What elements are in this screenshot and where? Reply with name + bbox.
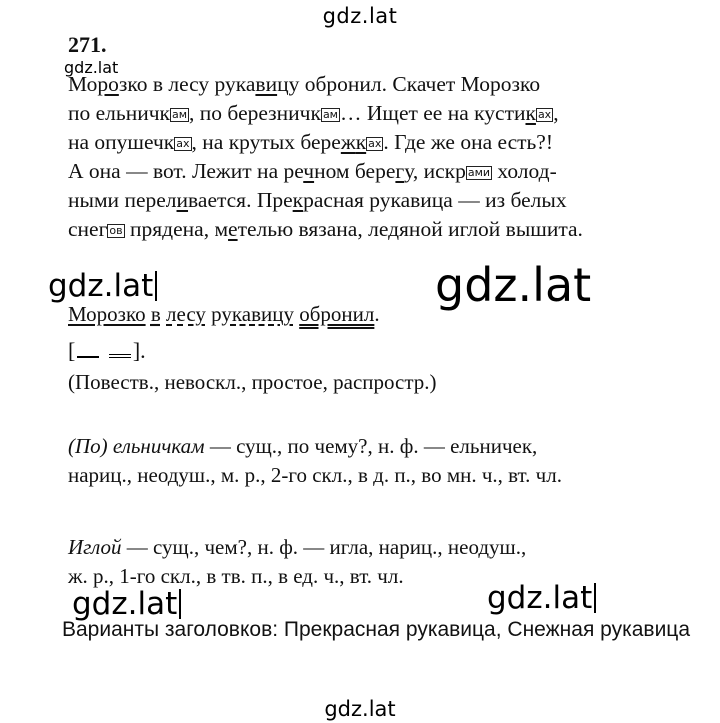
ending-box: ах (176, 137, 190, 150)
watermark-left-2: gdz.lat (72, 586, 181, 622)
ending-box: ами (467, 166, 491, 179)
text-line-6: снег ов прядена, метелью вязана, ледяной иглой вышита. (68, 217, 583, 241)
sentence-scheme: [ ]. (68, 338, 146, 363)
ending-box: ах (368, 137, 382, 150)
watermark-right-2: gdz.lat (487, 580, 596, 616)
title-variants: Варианты заголовков: Прекрасная рукавица, Снежная рукавица (62, 618, 691, 641)
watermark-left-1: gdz.lat (48, 268, 157, 304)
ending-box: ов (109, 224, 123, 237)
text-line-1: Морозко в лесу рукавицу обронил. Скачет Морозко (68, 72, 541, 96)
watermark-small: gdz.lat (64, 58, 119, 77)
morph-analysis-2: Иглой — сущ., чем?, н. ф. — игла, нариц., неодуш., ж. р., 1-го скл., в тв. п., в ед. ч., вт. чл. (68, 535, 527, 588)
subject-word: Морозко (68, 302, 146, 326)
predicate-word: обронил (299, 302, 375, 326)
exercise-number: 271. (68, 32, 107, 57)
main-paragraph (68, 70, 648, 244)
watermark-big: gdz.lat (435, 258, 592, 312)
parsed-sentence: Морозко в лесу рукавицу обронил. (68, 302, 380, 326)
text-line-2: по ельничк ам, по березничк ам… Ищет ее на кустик ах, (68, 101, 559, 125)
ending-box: ах (537, 108, 552, 121)
watermark-top: gdz.lat (322, 4, 398, 28)
text-line-5: ными переливается. Прекрасная рукавица — из белых (68, 188, 567, 212)
text-line-4: А она — вот. Лежит на речном берегу, искр ами холод- (68, 159, 557, 183)
text-line-3: на опушечк ах, на крутых бережк ах. Где же она есть?! (68, 130, 554, 154)
ending-box: ам (171, 108, 188, 121)
morph-analysis-1: (По) ельничкам — сущ., по чему?, н. ф. — ельничек, нариц., неодуш., м. р., 2-го скл., в д. п., во мн. ч., вт. чл. (68, 434, 562, 487)
watermark-bottom: gdz.lat (324, 697, 396, 721)
ending-box: ам (322, 108, 338, 121)
sentence-characteristics: (Повеств., невоскл., простое, распростр.) (68, 370, 437, 394)
